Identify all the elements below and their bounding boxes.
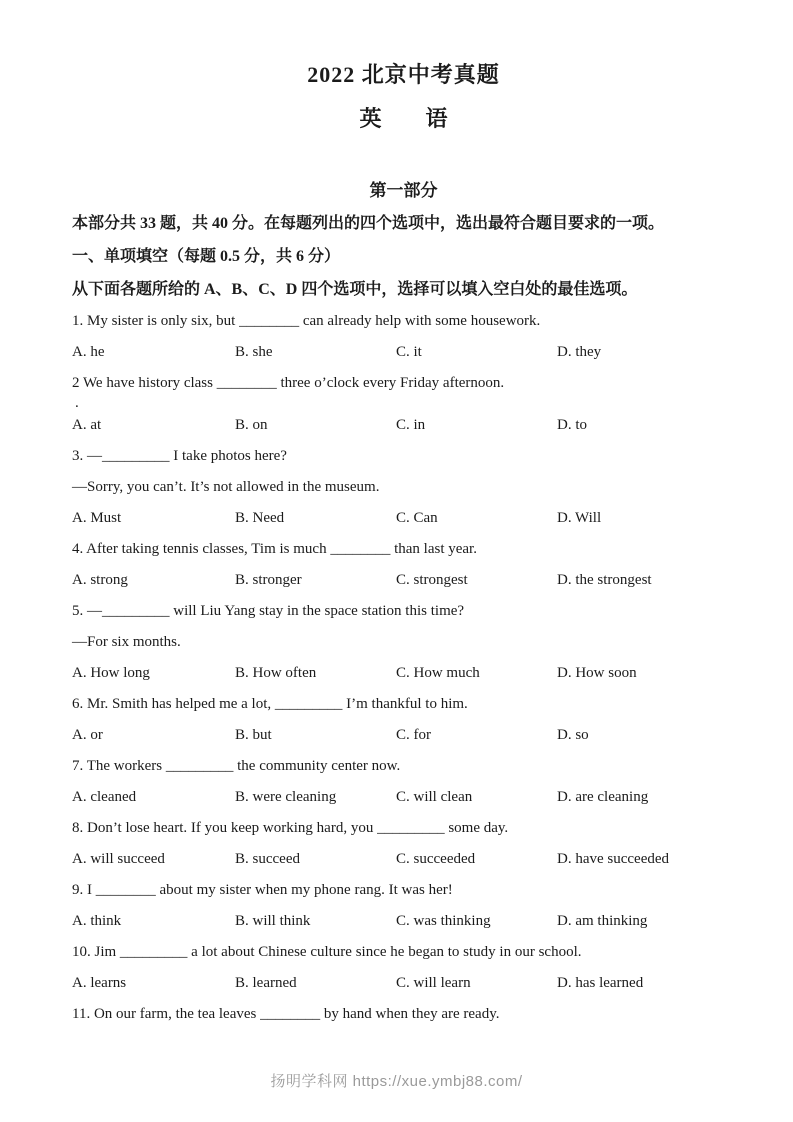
options-row [72,906,735,937]
question-text-line: 10. Jim _________ a lot about Chinese culture since he began to study in our school. [72,944,582,960]
option-cell: D. are cleaning [557,789,649,805]
question-block [72,751,735,813]
options-row [72,968,735,999]
option-cell: C. How much [396,665,480,681]
option-cell: B. How often [235,665,317,681]
option-cell: C. in [396,417,426,433]
question-text-line: 2 We have history class ________ three o’clock every Friday afternoon. [72,375,505,391]
options-row [72,782,735,813]
option-cell: B. she [235,344,273,360]
option-cell: A. he [72,344,105,360]
option-cell: A. will succeed [72,851,165,867]
option-cell: C. succeeded [396,851,476,867]
options-row [72,844,735,875]
question-block [72,534,735,596]
option-cell: C. for [396,727,431,743]
option-cell: D. Will [557,510,602,526]
question-text-line: 3. —_________ I take photos here? [72,448,287,464]
option-cell: A. learns [72,975,127,991]
stray-period-artifact: . [75,395,79,411]
document-title: 2022 北京中考真题 [307,62,500,87]
question-text-line: 1. My sister is only six, but ________ can already help with some housework. [72,313,541,329]
question-text-line: —Sorry, you can’t. It’s not allowed in the museum. [72,479,380,495]
option-cell: C. Can [396,510,438,526]
question-block [72,596,735,689]
option-cell: B. stronger [235,572,302,588]
option-cell: A. cleaned [72,789,137,805]
options-row [72,720,735,751]
option-cell: A. strong [72,572,128,588]
question-text-line: 9. I ________ about my sister when my phone rang. It was her! [72,882,453,898]
option-cell: A. Must [72,510,122,526]
question-block [72,999,735,1030]
option-cell: D. am thinking [557,913,648,929]
option-cell: A. think [72,913,122,929]
option-cell: D. How soon [557,665,637,681]
question-block [72,875,735,937]
option-cell: C. will clean [396,789,473,805]
question-block [72,306,735,368]
option-cell: C. strongest [396,572,468,588]
option-cell: D. they [557,344,602,360]
option-cell: D. has learned [557,975,644,991]
option-cell: B. learned [235,975,297,991]
option-cell: B. were cleaning [235,789,337,805]
document-subject-title: 英 语 [359,106,448,131]
watermark-source-link: 扬明学科网 https://xue.ymbj88.com/ [270,1073,523,1090]
part-one-heading: 一、单项填空（每题 0.5 分，共 6 分） [72,248,341,265]
question-text-line: —For six months. [72,634,181,650]
option-cell: B. succeed [235,851,300,867]
part-one-instruction: 从下面各题所给的 A、B、C、D 四个选项中，选择可以填入空白处的最佳选项。 [72,281,638,298]
question-text-line: 7. The workers _________ the community center now. [72,758,401,774]
question-block [72,813,735,875]
option-cell: C. was thinking [396,913,491,929]
section-one-heading: 第一部分 [369,181,438,200]
option-cell: B. on [235,417,268,433]
options-row [72,410,735,441]
options-row [72,658,735,689]
option-cell: B. Need [235,510,285,526]
question-text-line: 8. Don’t lose heart. If you keep working hard, you _________ some day. [72,820,509,836]
option-cell: D. the strongest [557,572,652,588]
question-block [72,937,735,999]
question-text-line: 5. —_________ will Liu Yang stay in the space station this time? [72,603,465,619]
option-cell: B. but [235,727,272,743]
option-cell: A. at [72,417,102,433]
options-row [72,337,735,368]
options-row [72,565,735,596]
question-block [72,689,735,751]
option-cell: B. will think [235,913,311,929]
option-cell: D. have succeeded [557,851,670,867]
question-text-line: 6. Mr. Smith has helped me a lot, _________ I’m thankful to him. [72,696,468,712]
option-cell: C. will learn [396,975,471,991]
section-intro-text: 本部分共 33 题，共 40 分。在每题列出的四个选项中，选出最符合题目要求的一项。 [72,215,665,232]
question-text-line: 11. On our farm, the tea leaves ________ by hand when they are ready. [72,1006,500,1022]
option-cell: D. to [557,417,587,433]
option-cell: A. How long [72,665,150,681]
questions-list [72,306,735,1030]
question-block [72,441,735,534]
option-cell: D. so [557,727,589,743]
option-cell: A. or [72,727,103,743]
question-block [72,368,735,441]
option-cell: C. it [396,344,422,360]
question-text-line: 4. After taking tennis classes, Tim is much ________ than last year. [72,541,477,557]
options-row [72,503,735,534]
